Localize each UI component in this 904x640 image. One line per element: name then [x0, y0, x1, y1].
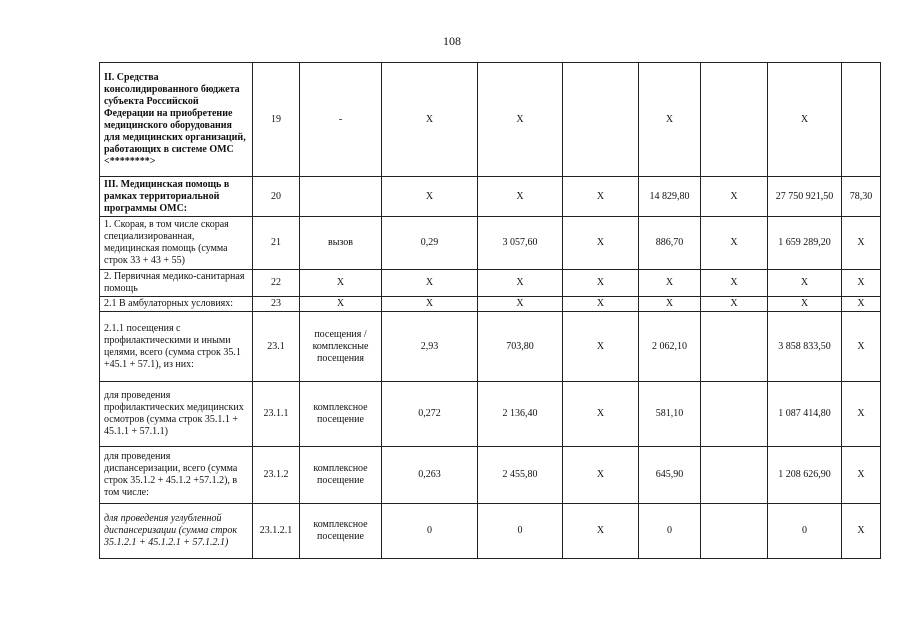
row-cell: 2 062,10 [639, 312, 701, 382]
row-cell: X [382, 270, 478, 297]
row-cell: X [842, 297, 881, 312]
row-cell [701, 63, 768, 177]
row-line-number: 23.1 [253, 312, 300, 382]
row-cell: X [842, 217, 881, 270]
program-table [99, 62, 881, 559]
row-name: III. Медицинская помощь в рамках территориальной программы ОМС: [100, 177, 253, 217]
row-unit: X [300, 297, 382, 312]
row-name: для проведения профилактических медицинских осмотров (сумма строк 35.1.1 + 45.1.1 + 57.1.1) [100, 382, 253, 447]
row-cell: 0,29 [382, 217, 478, 270]
row-unit: комплексное посещение [300, 382, 382, 447]
row-cell: 703,80 [478, 312, 563, 382]
row-cell: X [563, 504, 639, 559]
row-cell: 645,90 [639, 447, 701, 504]
row-cell: X [382, 63, 478, 177]
row-cell: 1 087 414,80 [768, 382, 842, 447]
row-cell: 0 [768, 504, 842, 559]
table-row [100, 217, 881, 270]
table-row [100, 504, 881, 559]
row-line-number: 21 [253, 217, 300, 270]
row-cell: 886,70 [639, 217, 701, 270]
row-cell: X [478, 297, 563, 312]
row-unit: комплексное посещение [300, 447, 382, 504]
row-cell: X [382, 177, 478, 217]
row-unit: X [300, 270, 382, 297]
table-row [100, 447, 881, 504]
row-cell: X [842, 447, 881, 504]
row-unit: вызов [300, 217, 382, 270]
row-cell: 0 [382, 504, 478, 559]
row-cell [563, 63, 639, 177]
row-name: 2. Первичная медико-санитарная помощь [100, 270, 253, 297]
row-line-number: 23.1.2.1 [253, 504, 300, 559]
row-cell: 0 [639, 504, 701, 559]
row-cell: X [701, 217, 768, 270]
row-cell: X [639, 297, 701, 312]
row-line-number: 22 [253, 270, 300, 297]
row-cell: X [563, 312, 639, 382]
row-cell: 2 455,80 [478, 447, 563, 504]
table-row [100, 63, 881, 177]
table-row [100, 382, 881, 447]
row-cell: 0,272 [382, 382, 478, 447]
table-row [100, 177, 881, 217]
row-cell [701, 504, 768, 559]
row-cell: X [701, 177, 768, 217]
row-name: II. Средства консолидированного бюджета субъекта Российской Федерации на приобретение медицинского оборудования для медицинских организаций, работающих в системе ОМС <********> [100, 63, 253, 177]
row-cell: X [842, 504, 881, 559]
row-cell: X [768, 270, 842, 297]
row-cell [701, 312, 768, 382]
table-body [100, 63, 881, 559]
row-name: для проведения углубленной диспансеризации (сумма строк 35.1.2.1 + 45.1.2.1 + 57.1.2.1) [100, 504, 253, 559]
row-cell: 2 136,40 [478, 382, 563, 447]
page-number: 108 [443, 34, 461, 48]
row-cell: 27 750 921,50 [768, 177, 842, 217]
row-cell: X [639, 63, 701, 177]
table-row [100, 270, 881, 297]
row-cell: X [701, 270, 768, 297]
row-line-number: 23 [253, 297, 300, 312]
row-line-number: 20 [253, 177, 300, 217]
row-cell: X [563, 217, 639, 270]
row-cell: X [768, 297, 842, 312]
row-cell: 3 057,60 [478, 217, 563, 270]
row-cell: X [563, 382, 639, 447]
row-cell: X [842, 270, 881, 297]
row-unit: комплексное посещение [300, 504, 382, 559]
row-cell: 3 858 833,50 [768, 312, 842, 382]
row-cell: X [768, 63, 842, 177]
row-line-number: 23.1.1 [253, 382, 300, 447]
row-unit: посещения / комплексные посещения [300, 312, 382, 382]
row-name: 2.1.1 посещения с профилактическими и иными целями, всего (сумма строк 35.1 +45.1 + 57.1), из них: [100, 312, 253, 382]
row-cell: X [478, 270, 563, 297]
row-cell: 1 208 626,90 [768, 447, 842, 504]
row-unit [300, 177, 382, 217]
row-cell: X [701, 297, 768, 312]
table-row [100, 297, 881, 312]
row-name: для проведения диспансеризации, всего (сумма строк 35.1.2 + 45.1.2 +57.1.2), в том числе: [100, 447, 253, 504]
row-cell: 0 [478, 504, 563, 559]
table-row [100, 312, 881, 382]
row-cell [701, 447, 768, 504]
row-line-number: 23.1.2 [253, 447, 300, 504]
row-cell: X [842, 382, 881, 447]
row-cell: X [382, 297, 478, 312]
row-cell: 78,30 [842, 177, 881, 217]
row-cell: X [563, 297, 639, 312]
row-cell [842, 63, 881, 177]
row-cell: 2,93 [382, 312, 478, 382]
row-line-number: 19 [253, 63, 300, 177]
row-cell: X [478, 63, 563, 177]
row-cell: X [639, 270, 701, 297]
row-cell [701, 382, 768, 447]
row-cell: 14 829,80 [639, 177, 701, 217]
row-cell: X [563, 447, 639, 504]
row-cell: 0,263 [382, 447, 478, 504]
row-name: 1. Скорая, в том числе скорая специализированная, медицинская помощь (сумма строк 33 + 43 + 55) [100, 217, 253, 270]
row-cell: 581,10 [639, 382, 701, 447]
row-unit: - [300, 63, 382, 177]
row-name: 2.1 В амбулаторных условиях: [100, 297, 253, 312]
row-cell: X [563, 177, 639, 217]
row-cell: X [478, 177, 563, 217]
row-cell: X [563, 270, 639, 297]
row-cell: X [842, 312, 881, 382]
row-cell: 1 659 289,20 [768, 217, 842, 270]
